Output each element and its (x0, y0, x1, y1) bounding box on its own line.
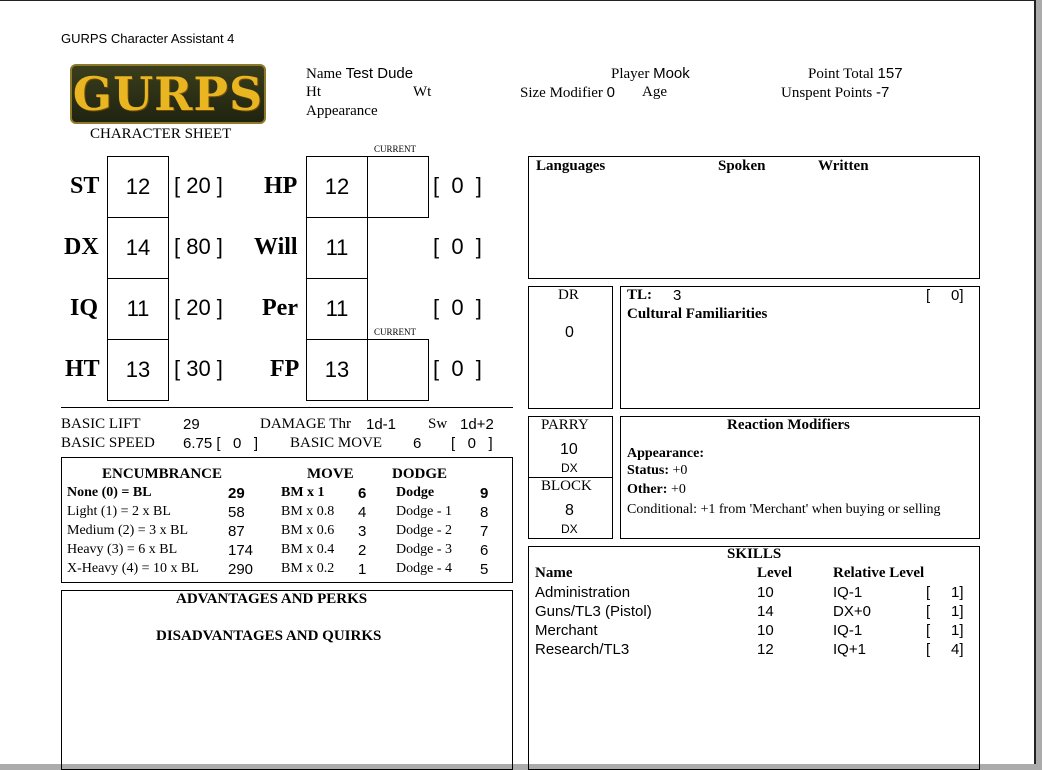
skill-cost: [ 4] (926, 641, 964, 658)
reaction-appearance-label: Appearance: (627, 446, 704, 461)
point-total-field: Point Total 157 (808, 65, 903, 82)
skill-level: 14 (757, 603, 774, 620)
wt-label: Wt (413, 84, 432, 100)
hp-cost: [ 0 ] (433, 173, 482, 198)
enc-row-weight: 87 (228, 523, 245, 540)
reaction-conditional: Conditional: +1 from 'Merchant' when buying or selling (627, 502, 941, 517)
skill-relative: IQ+1 (833, 641, 866, 658)
st-label: ST (70, 173, 100, 199)
enc-row-move-label: BM x 0.4 (281, 542, 335, 557)
name-field: Name Test Dude (306, 65, 414, 82)
advantages-box (61, 590, 513, 770)
advantages-title: ADVANTAGES AND PERKS (176, 591, 368, 607)
hp-label: HP (264, 173, 298, 199)
cultural-familiarities-label: Cultural Familiarities (627, 306, 768, 322)
dx-cost: [ 80 ] (174, 234, 223, 259)
written-header: Written (818, 158, 869, 174)
skill-relative: IQ-1 (833, 584, 863, 601)
skill-name: Guns/TL3 (Pistol) (535, 603, 652, 620)
tl-cost: [ 0] (926, 287, 964, 304)
damage-thr-value: 1d-1 (366, 416, 397, 433)
skill-cost: [ 1] (926, 622, 964, 639)
enc-row-move: 4 (358, 504, 367, 521)
per-label: Per (262, 295, 298, 321)
attributes-divider (61, 407, 513, 408)
reaction-other: Other: +0 (627, 482, 686, 497)
ht-attr-label: HT (65, 356, 100, 382)
iq-value[interactable]: 11 (107, 278, 169, 340)
skill-cost: [ 1] (926, 603, 964, 620)
block-skill: DX (561, 522, 578, 536)
will-cost: [ 0 ] (433, 234, 482, 259)
basic-move-cost: [ 0 ] (451, 435, 493, 452)
skill-cost: [ 1] (926, 584, 964, 601)
enc-row-move-label: BM x 0.2 (281, 561, 335, 576)
reaction-title: Reaction Modifiers (727, 417, 850, 433)
spoken-header: Spoken (718, 158, 766, 174)
skills-level-header: Level (757, 565, 792, 581)
languages-title: Languages (536, 158, 606, 174)
enc-row-dodge: 9 (480, 485, 489, 502)
dx-label: DX (64, 234, 99, 260)
enc-row-dodge-label: Dodge - 3 (396, 542, 452, 557)
enc-row-move-label: BM x 0.8 (281, 504, 335, 519)
dr-box (528, 286, 613, 409)
ht-value[interactable]: 13 (107, 339, 169, 401)
per-cost: [ 0 ] (433, 295, 482, 320)
skill-level: 10 (757, 584, 774, 601)
enc-row-weight: 58 (228, 504, 245, 521)
dodge-header: DODGE (392, 466, 448, 482)
basic-lift-label: BASIC LIFT (61, 416, 141, 432)
enc-row-level: None (0) = BL (67, 485, 152, 500)
player-field: Player Mook (611, 65, 690, 82)
encumbrance-header: ENCUMBRANCE (102, 466, 222, 482)
basic-speed-value: 6.75 [ 0 ] (183, 435, 259, 452)
hp-value[interactable]: 12 (306, 156, 368, 218)
dr-label: DR (558, 287, 579, 303)
skills-name-header: Name (535, 565, 573, 581)
enc-row-dodge-label: Dodge - 1 (396, 504, 452, 519)
size-modifier-field: Size Modifier 0 (520, 84, 615, 101)
unspent-points-field: Unspent Points -7 (781, 84, 890, 101)
enc-row-weight: 290 (228, 561, 254, 578)
ht-cost: [ 30 ] (174, 356, 223, 381)
move-header: MOVE (307, 466, 354, 482)
will-label: Will (254, 234, 298, 260)
basic-speed-label: BASIC SPEED (61, 435, 155, 451)
tl-box (620, 286, 980, 409)
enc-row-dodge: 7 (480, 523, 489, 540)
enc-row-move: 6 (358, 485, 367, 502)
parry-label: PARRY (541, 417, 589, 433)
enc-row-move: 3 (358, 523, 367, 540)
enc-row-move-label: BM x 0.6 (281, 523, 335, 538)
current-fp-label: CURRENT (374, 327, 417, 337)
fp-value[interactable]: 13 (306, 339, 368, 401)
basic-move-label: BASIC MOVE (290, 435, 383, 451)
enc-row-move-label: BM x 1 (281, 485, 325, 500)
enc-row-weight: 29 (228, 485, 245, 502)
skill-name: Research/TL3 (535, 641, 630, 658)
iq-cost: [ 20 ] (174, 295, 223, 320)
fp-current-box[interactable] (367, 339, 429, 401)
dx-value[interactable]: 14 (107, 217, 169, 279)
skill-relative: DX+0 (833, 603, 871, 620)
will-value[interactable]: 11 (306, 217, 368, 279)
appearance-label: Appearance (306, 103, 378, 119)
enc-row-dodge-label: Dodge - 4 (396, 561, 452, 576)
parry-skill: DX (561, 461, 578, 475)
skills-relative-header: Relative Level (833, 565, 925, 581)
gurps-logo: GURPS (70, 64, 266, 124)
tl-value: 3 (673, 287, 682, 304)
enc-row-level: Heavy (3) = 6 x BL (67, 542, 178, 557)
enc-row-level: X-Heavy (4) = 10 x BL (67, 561, 199, 576)
basic-move-value: 6 (413, 435, 422, 452)
enc-row-move: 1 (358, 561, 367, 578)
hp-current-box[interactable] (367, 156, 429, 218)
enc-row-move: 2 (358, 542, 367, 559)
enc-row-dodge: 5 (480, 561, 489, 578)
app-title: GURPS Character Assistant 4 (61, 31, 235, 46)
enc-row-level: Light (1) = 2 x BL (67, 504, 171, 519)
skill-level: 12 (757, 641, 774, 658)
damage-sw-value: 1d+2 (460, 416, 494, 433)
reaction-status: Status: +0 (627, 463, 688, 478)
enc-row-dodge: 8 (480, 504, 489, 521)
enc-row-weight: 174 (228, 542, 254, 559)
iq-label: IQ (70, 295, 99, 321)
sheet-title: CHARACTER SHEET (90, 126, 232, 142)
fp-label: FP (270, 356, 300, 382)
block-value: 8 (565, 502, 574, 519)
st-cost: [ 20 ] (174, 173, 223, 198)
enc-row-dodge-label: Dodge - 2 (396, 523, 452, 538)
fp-cost: [ 0 ] (433, 356, 482, 381)
enc-row-dodge-label: Dodge (396, 485, 435, 500)
damage-sw-label: Sw (428, 416, 448, 432)
block-label: BLOCK (541, 478, 592, 494)
skill-relative: IQ-1 (833, 622, 863, 639)
parry-value: 10 (560, 441, 578, 458)
dr-value: 0 (565, 324, 574, 341)
st-value[interactable]: 12 (107, 156, 169, 218)
skill-name: Merchant (535, 622, 598, 639)
per-value[interactable]: 11 (306, 278, 368, 340)
enc-row-level: Medium (2) = 3 x BL (67, 523, 189, 538)
enc-row-dodge: 6 (480, 542, 489, 559)
skill-name: Administration (535, 584, 631, 601)
disadvantages-title: DISADVANTAGES AND QUIRKS (156, 628, 382, 644)
ht-label: Ht (306, 84, 321, 100)
tl-label: TL: (627, 287, 653, 303)
basic-lift-value: 29 (183, 416, 200, 433)
damage-thr-label: DAMAGE Thr (260, 416, 351, 432)
age-label: Age (642, 84, 667, 100)
skills-title: SKILLS (727, 546, 782, 562)
skill-level: 10 (757, 622, 774, 639)
current-hp-label: CURRENT (374, 144, 417, 154)
